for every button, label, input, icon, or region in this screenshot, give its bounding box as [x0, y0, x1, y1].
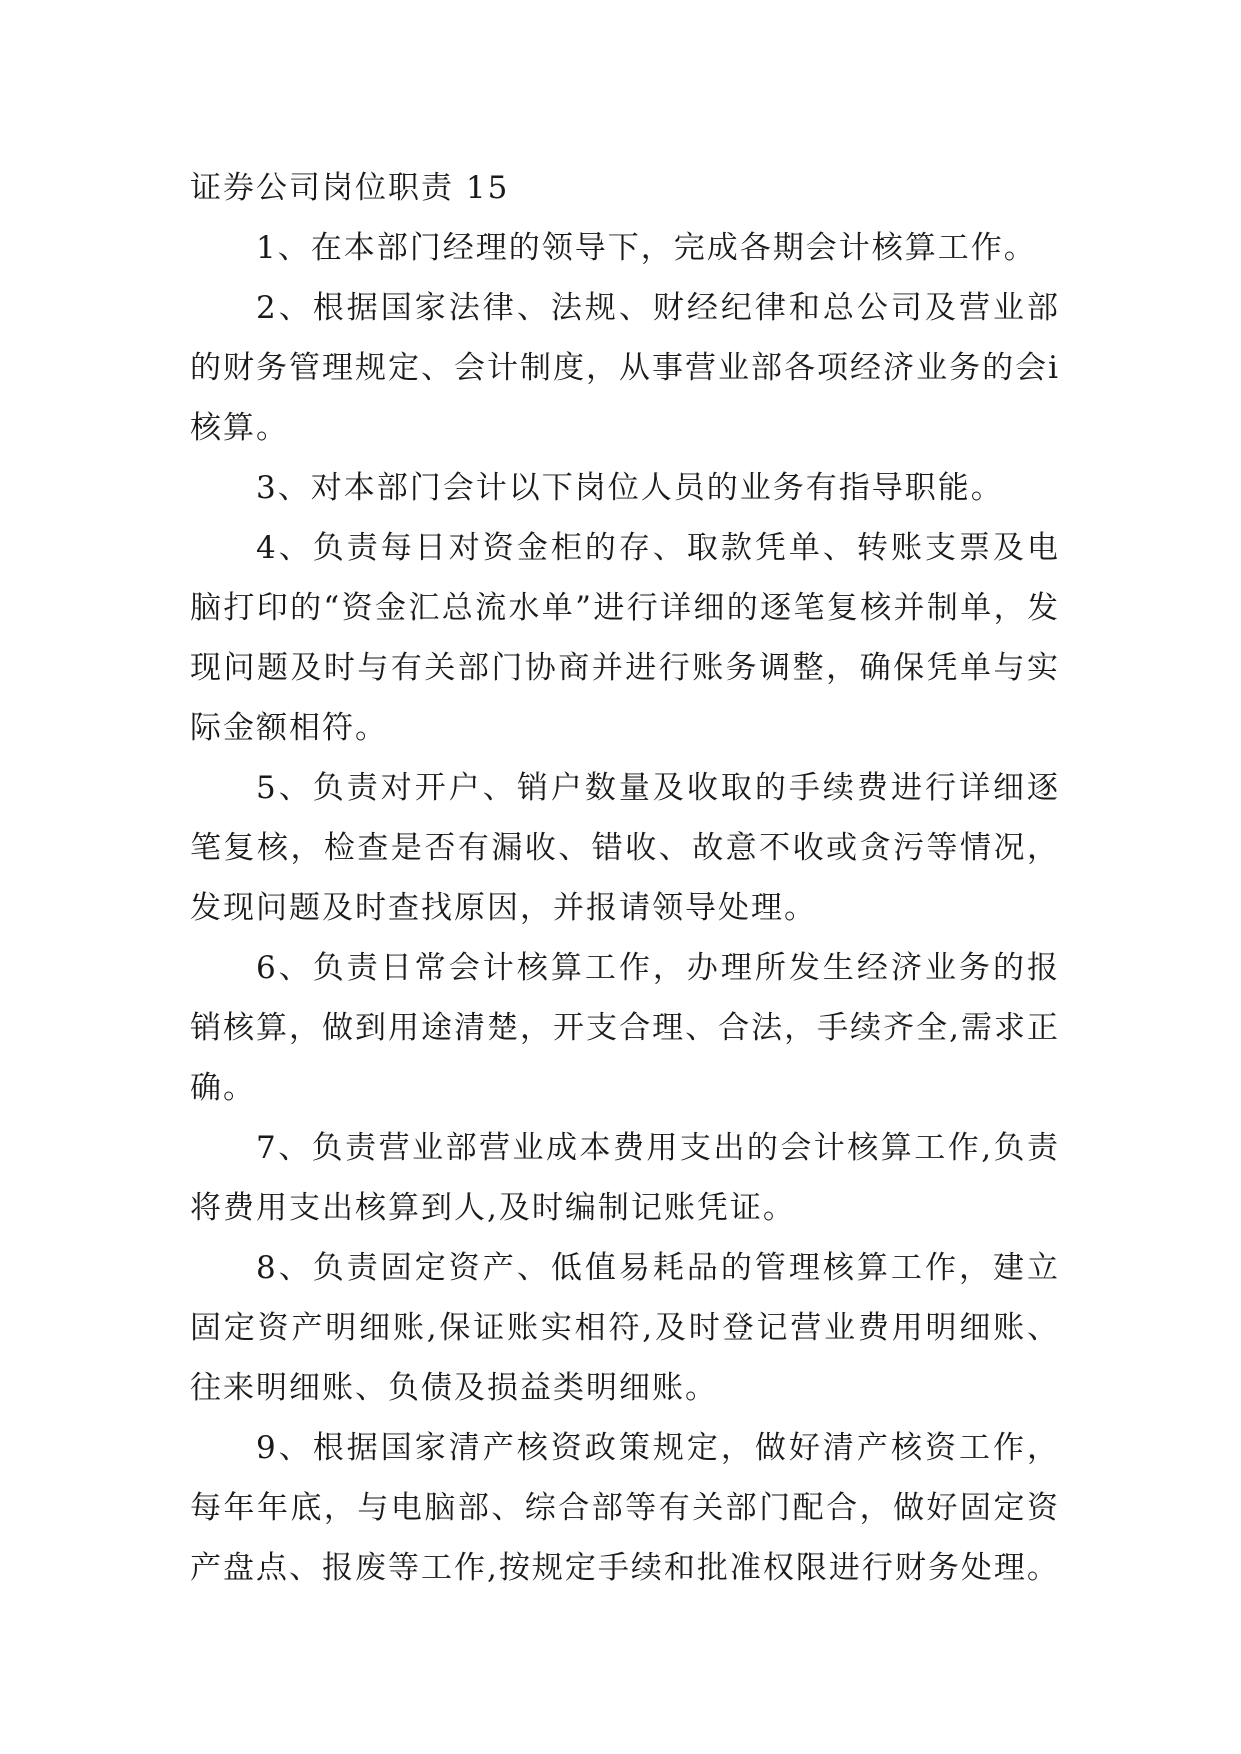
paragraph-3: 3、对本部门会计以下岗位人员的业务有指导职能。	[256, 470, 1004, 506]
paragraph-1: 1、在本部门经理的领导下，完成各期会计核算工作。	[256, 230, 1037, 266]
paragraph-5: 5、负责对开户、销户数量及收取的手续费进行详细逐笔复核，检查是否有漏收、错收、故意不收或贪污等情况，发现问题及时查找原因，并报请领导处理。	[190, 770, 1060, 926]
document-body	[190, 158, 1060, 1598]
paragraph-8: 8、负责固定资产、低值易耗品的管理核算工作，建立固定资产明细账,保证账实相符,及时登记营业费用明细账、往来明细账、负债及损益类明细账。	[190, 1250, 1060, 1406]
paragraph-4: 4、负责每日对资金柜的存、取款凭单、转账支票及电脑打印的“资金汇总流水单”进行详细的逐笔复核并制单，发现问题及时与有关部门协商并进行账务调整，确保凭单与实际金额相符。	[190, 530, 1060, 746]
paragraph-6: 6、负责日常会计核算工作，办理所发生经济业务的报销核算，做到用途清楚，开支合理、合法，手续齐全,需求正确。	[190, 950, 1060, 1106]
document-title: 证券公司岗位职责 15	[190, 170, 510, 206]
paragraph-7: 7、负责营业部营业成本费用支出的会计核算工作,负责将费用支出核算到人,及时编制记账凭证。	[190, 1130, 1060, 1226]
paragraph-9: 9、根据国家清产核资政策规定，做好清产核资工作，每年年底，与电脑部、综合部等有关部门配合，做好固定资产盘点、报废等工作,按规定手续和批准权限进行财务处理。	[190, 1430, 1060, 1586]
paragraph-2: 2、根据国家法律、法规、财经纪律和总公司及营业部的财务管理规定、会计制度，从事营业部各项经济业务的会i 核算。	[190, 290, 1060, 446]
